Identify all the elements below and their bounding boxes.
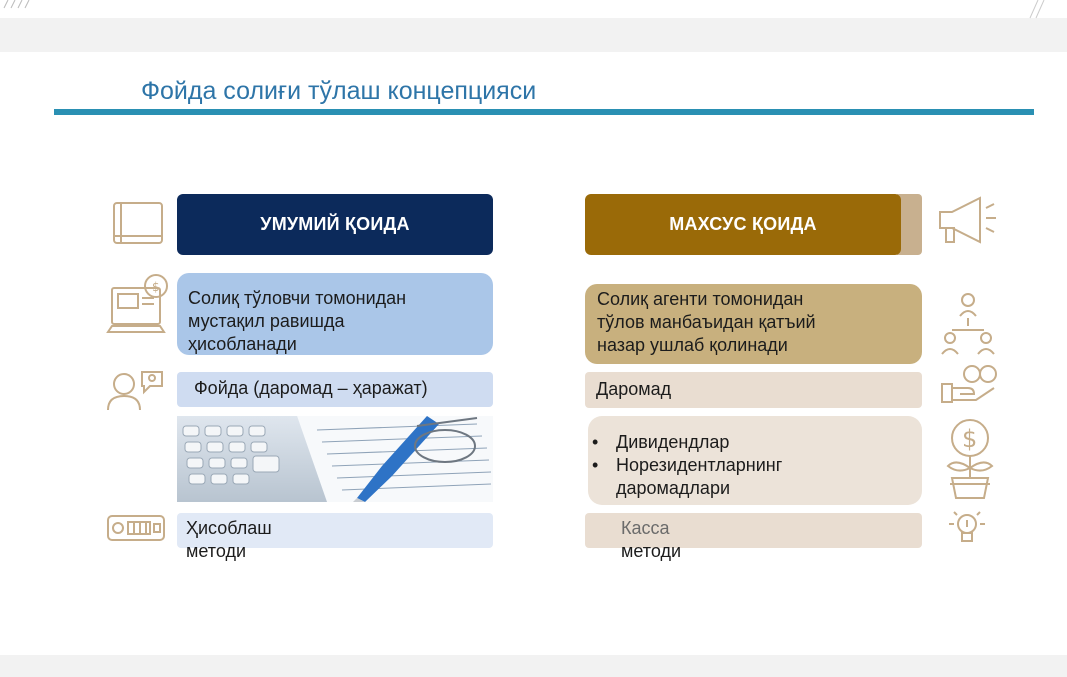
special-rule-withholding-box: [585, 284, 922, 364]
calculator-photo: [177, 416, 493, 502]
special-rule-header-label: МАХСУС ҚОИДА: [669, 214, 817, 234]
special-rule-method-box: [585, 513, 922, 561]
corner-slashes-right: [1026, 0, 1050, 20]
general-rule-calculation-box: [177, 273, 493, 355]
book-icon: [108, 200, 166, 248]
special-rule-base-box: [585, 372, 922, 408]
general-rule-method-line-2: методи: [186, 541, 247, 561]
page-title: Фойда солиғи тўлаш концепцияси: [141, 77, 537, 105]
special-rule-header: [585, 194, 901, 255]
list-item-nonresidents: Норезидентларнинг: [616, 455, 783, 475]
list-item-continuation: [592, 477, 922, 500]
hand-coins-icon: [938, 364, 1000, 406]
svg-text:$: $: [962, 425, 978, 453]
special-rule-withholding-line-2: тўлов манбаъидан қатъий: [597, 312, 816, 332]
general-rule-header-label: УМУМИЙ ҚОИДА: [260, 214, 410, 234]
special-rule-withholding-line-3: назар ушлаб қолинади: [597, 335, 788, 355]
general-rule-header: [177, 194, 493, 255]
megaphone-icon: [936, 194, 1000, 248]
list-item-nonresidents-cont: даромадлари: [616, 478, 731, 498]
special-rule-income-list: [588, 416, 922, 505]
bullet-marker: •: [592, 455, 599, 475]
laptop-money-icon: [106, 272, 170, 340]
svg-text:$: $: [152, 280, 160, 294]
list-item: [592, 454, 922, 477]
list-item: [592, 431, 922, 454]
special-rule-method-line-1: Касса: [621, 518, 670, 538]
general-rule-method-box: [177, 513, 493, 561]
special-rule-method-line-2: методи: [621, 541, 682, 561]
top-band: [0, 18, 1067, 52]
people-network-icon: [938, 290, 998, 358]
general-rule-calculation-line-1: Солиқ тўловчи томонидан: [188, 288, 407, 308]
list-item-dividends: Дивидендлар: [616, 432, 730, 452]
general-rule-calculation-line-3: ҳисобланади: [188, 334, 297, 354]
money-plant-icon: [944, 418, 996, 502]
bottom-band: [0, 655, 1067, 677]
calculator-device-icon: [106, 512, 166, 544]
general-rule-base-label: Фойда (даромад – ҳаражат): [194, 378, 428, 398]
person-idea-icon: [104, 366, 166, 412]
title-rule: [54, 109, 1034, 115]
special-rule-base-label: Даромад: [596, 379, 672, 399]
bullet-marker: •: [592, 432, 599, 452]
general-rule-base-box: [177, 372, 493, 407]
lightbulb-icon: [946, 508, 988, 548]
general-rule-calculation-line-2: мустақил равишда: [188, 311, 345, 331]
special-rule-withholding-line-1: Солиқ агенти томонидан: [597, 289, 804, 309]
corner-slashes-left: [2, 0, 32, 10]
general-rule-method-line-1: Ҳисоблаш: [186, 518, 272, 538]
